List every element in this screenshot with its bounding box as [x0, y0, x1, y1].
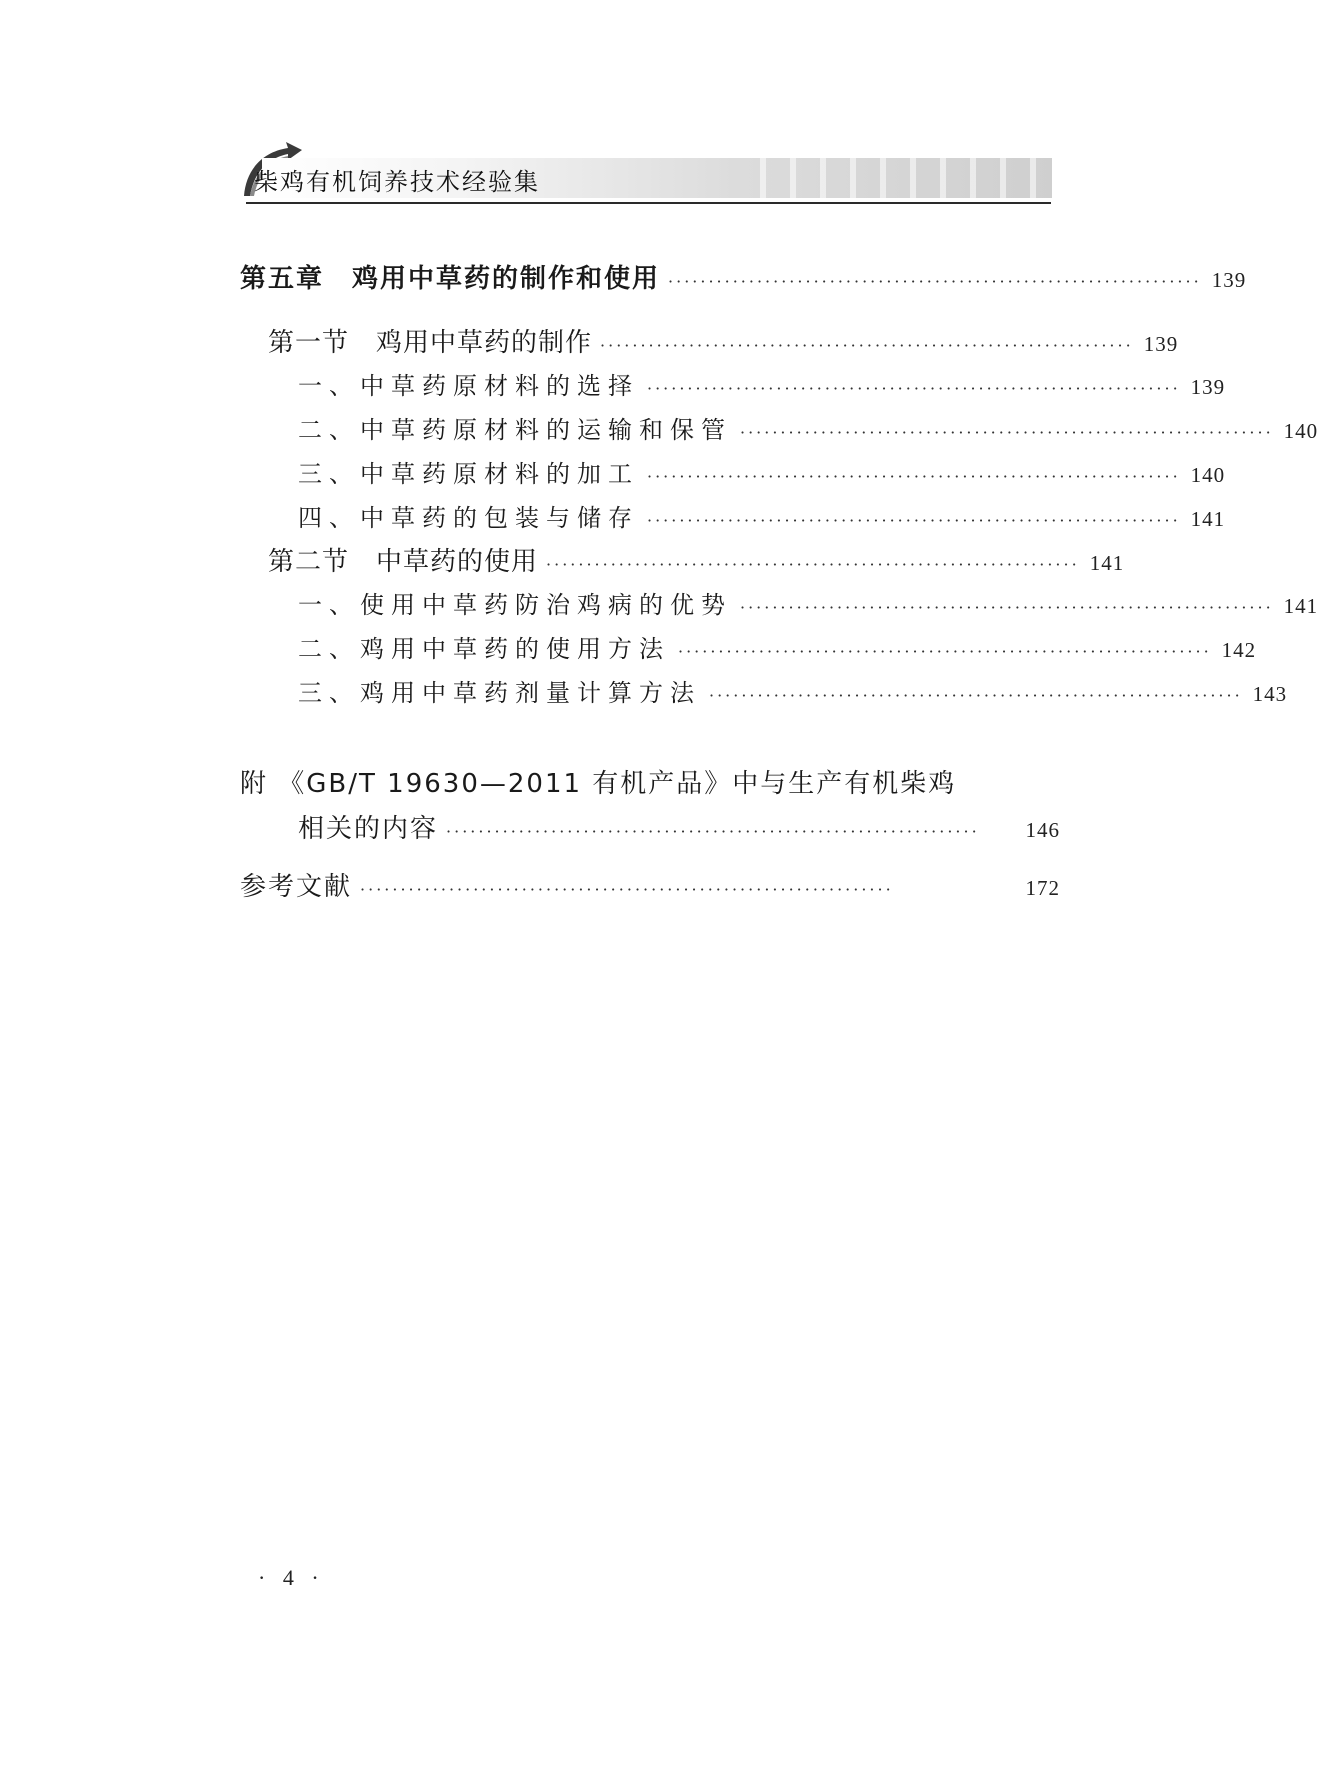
toc-page-number: 141: [1190, 507, 1226, 531]
toc-page-number: 139: [1211, 268, 1247, 292]
toc-item-entry[interactable]: [240, 410, 1318, 445]
toc-chapter-title: 第五章 鸡用中草药的制作和使用: [240, 264, 661, 294]
toc-dot-leader: ··································································: [647, 467, 1181, 486]
book-title: 柴鸡有机饲养技术经验集: [254, 168, 540, 196]
toc-section-title: 第二节 中草药的使用: [268, 547, 539, 577]
toc-section-entry[interactable]: [240, 322, 1179, 359]
toc-page-number: 141: [1283, 594, 1318, 618]
toc-page-number: 172: [1025, 876, 1060, 900]
toc-dot-leader: ··································································: [740, 598, 1274, 617]
toc-dot-leader: ··································································: [668, 272, 1202, 291]
toc-dot-leader: ··································································: [600, 336, 1134, 355]
toc-page-number: 140: [1283, 419, 1318, 443]
toc-item-title: 一、使用中草药防治鸡病的优势: [298, 591, 732, 619]
toc-appendix-title-continued: 相关的内容: [298, 814, 439, 844]
toc-item-entry[interactable]: [240, 366, 1226, 401]
toc-item-entry[interactable]: [240, 629, 1257, 664]
toc-item-title: 二、中草药原材料的运输和保管: [298, 416, 732, 444]
toc-page-number: 146: [1025, 818, 1060, 842]
toc-page-number: 140: [1190, 463, 1226, 487]
toc-item-title: 二、鸡用中草药的使用方法: [298, 635, 670, 663]
toc-item-entry[interactable]: [240, 454, 1226, 489]
toc-item-title: 三、中草药原材料的加工: [298, 460, 639, 488]
toc-dot-leader: ··································································: [647, 379, 1181, 398]
toc-item-title: 三、鸡用中草药剂量计算方法: [298, 679, 701, 707]
toc-appendix-entry[interactable]: [240, 808, 1060, 845]
toc-chapter-entry[interactable]: [240, 258, 1247, 295]
toc-item-title: 四、中草药的包装与储存: [298, 504, 639, 532]
toc-page-number: 139: [1143, 332, 1179, 356]
toc-page-number: 139: [1190, 375, 1226, 399]
toc-item-entry[interactable]: [240, 673, 1288, 708]
toc-item-title: 一、中草药原材料的选择: [298, 372, 639, 400]
toc-page-number: 142: [1221, 638, 1257, 662]
toc-page-number: 141: [1089, 551, 1125, 575]
toc-item-entry[interactable]: [240, 585, 1318, 620]
toc-dot-leader: ··································································: [678, 642, 1212, 661]
toc-item-entry[interactable]: [240, 498, 1226, 533]
toc-dot-leader: ··································································: [740, 423, 1274, 442]
toc-section-title: 第一节 鸡用中草药的制作: [268, 328, 593, 358]
toc-dot-leader: ··································································: [360, 880, 894, 899]
toc-dot-leader: ··································································: [709, 686, 1243, 705]
toc-dot-leader: ··································································: [446, 822, 980, 841]
toc-dot-leader: ··································································: [647, 511, 1181, 530]
toc-references-entry[interactable]: [240, 866, 1060, 903]
toc-dot-leader: ··································································: [546, 555, 1080, 574]
toc-appendix-title[interactable]: 附 《GB/T 19630—2011 有机产品》中与生产有机柴鸡: [240, 769, 957, 799]
toc-page-number: 143: [1252, 682, 1288, 706]
toc-section-entry[interactable]: [240, 541, 1125, 578]
page-number: · 4 ·: [258, 1565, 325, 1590]
toc-references-title: 参考文献: [240, 872, 353, 902]
